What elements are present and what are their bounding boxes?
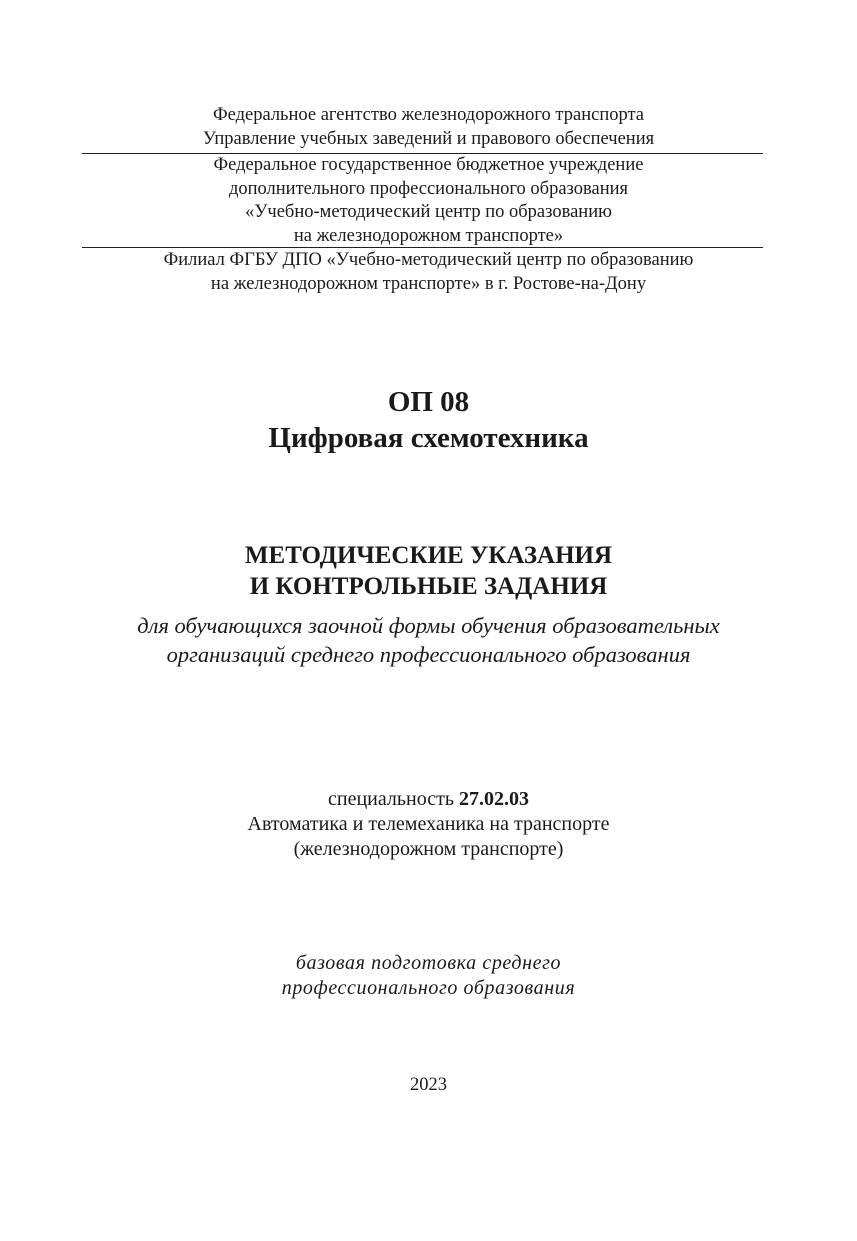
agency-line: Управление учебных заведений и правового обеспечения xyxy=(202,128,655,149)
institution-line: Федеральное государственное бюджетное учреждение xyxy=(213,155,644,175)
specialty-name-line: (железнодорожном транспорте) xyxy=(293,838,564,860)
publication-year xyxy=(0,1074,857,1097)
institution-line: на железнодорожном транспорте» xyxy=(293,225,564,246)
specialty-code: 27.02.03 xyxy=(458,788,529,810)
training-level-line: базовая подготовка среднего xyxy=(295,952,562,974)
branch-line: на железнодорожном транспорте» в г. Ростове-на-Дону xyxy=(210,273,647,294)
specialty-label: специальность xyxy=(328,788,454,810)
audience xyxy=(0,611,857,669)
discipline-title xyxy=(0,384,857,456)
institution-block xyxy=(0,154,857,248)
training-level-line: профессионального образования xyxy=(281,977,576,999)
discipline-name: Цифровая схемотехника xyxy=(268,422,589,454)
specialty-block xyxy=(0,787,857,862)
header-divider xyxy=(82,247,763,248)
document-type xyxy=(0,540,857,602)
year-text: 2023 xyxy=(410,1075,447,1095)
specialty-heading xyxy=(0,787,857,812)
agency-block xyxy=(0,104,857,151)
discipline-code: ОП 08 xyxy=(387,386,470,418)
document-type-line: И КОНТРОЛЬНЫЕ ЗАДАНИЯ xyxy=(249,573,608,600)
branch-block xyxy=(0,249,857,296)
institution-line: дополнительного профессионального образования xyxy=(228,178,629,199)
agency-line: Федеральное агентство железнодорожного транспорта xyxy=(212,105,644,125)
audience-line: для обучающихся заочной формы обучения образовательных xyxy=(137,613,720,638)
document-type-line: МЕТОДИЧЕСКИЕ УКАЗАНИЯ xyxy=(244,542,613,569)
branch-line: Филиал ФГБУ ДПО «Учебно-методический центр по образованию xyxy=(163,250,694,270)
audience-line: организаций среднего профессионального образования xyxy=(166,642,691,667)
training-level xyxy=(0,951,857,1001)
institution-line: «Учебно-методический центр по образованию xyxy=(245,202,612,222)
specialty-name-line: Автоматика и телемеханика на транспорте xyxy=(247,813,610,835)
